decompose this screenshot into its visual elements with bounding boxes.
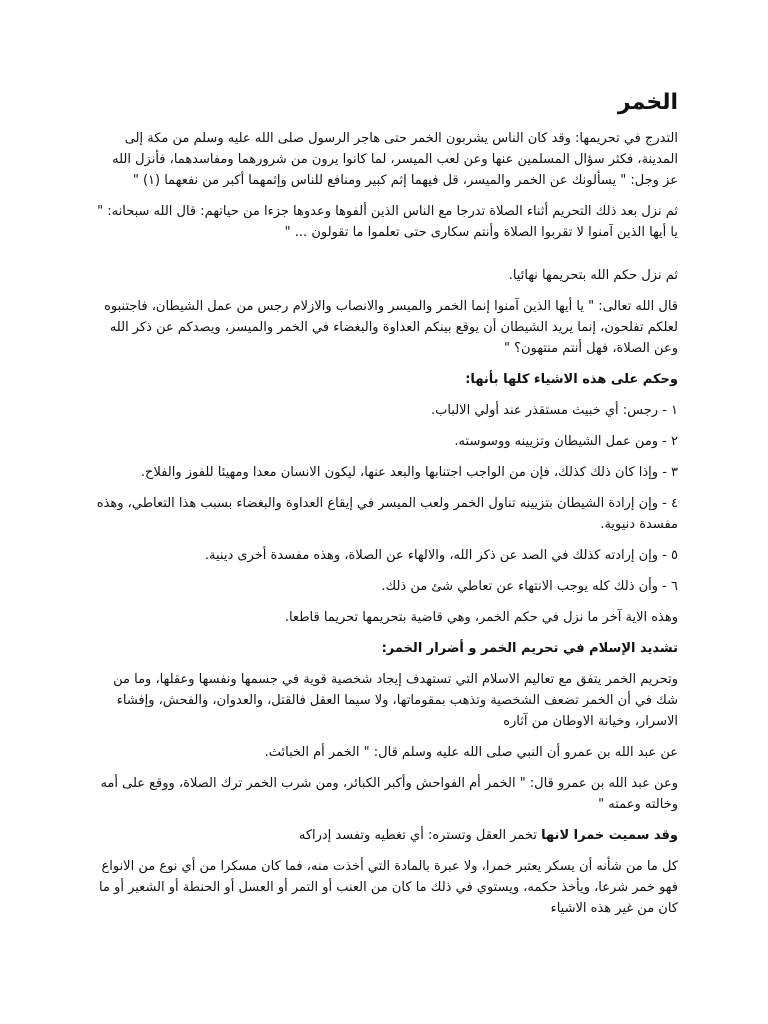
document-page	[96, 88, 678, 929]
list-item-5: ٥ - وإن إرادته كذلك في الصد عن ذكر الله، والالهاء عن الصلاة، وهذه مفسدة أخرى دينية.	[204, 548, 678, 563]
list-item-3: ٣ - وإذا كان ذلك كذلك، فإن من الواجب اجتنابها والبعد عنها، ليكون الانسان معدا ومهيئا للفوز والفلاح.	[140, 465, 678, 480]
name-origin-bold: وقد سميت خمرا لانها	[541, 828, 678, 843]
paragraph-hadith-2: وعن عبد الله بن عمرو قال: " الخمر أم الفواحش وأكبر الكبائر، ومن شرب الخمر ترك الصلاة، ووقع على أمه وخالته وعمته "	[100, 776, 678, 812]
list-item-2: ٢ - ومن عمل الشيطان وتزيينه ووسوسته.	[454, 434, 678, 449]
list-item-1: ١ - رجس: أي خبيث مستقذر عند أولي الالباب.	[430, 403, 678, 418]
list-item-6: ٦ - وأن ذلك كله يوجب الانتهاء عن تعاطي شئ من ذلك.	[381, 579, 678, 594]
paragraph-quran-verse: قال الله تعالى: " يا أيها الذين آمنوا إنما الخمر والميسر والانصاب والازلام رجس من عمل الشيطان، فاجتنبوه لعلكم تفلحون، إنما يريد الشيطان أن يوقع بينكم العداوة والبغضاء في الخمر والميسر، ويصدكم عن ذكر الله وعن الصلاة، فهل أنتم منتهون؟ "	[104, 299, 678, 356]
paragraph-name-origin	[96, 825, 678, 846]
paragraph-last-verse: وهذه الاية آخر ما نزل في حكم الخمر، وهي قاضية بتحريمها تحريما قاطعا.	[284, 610, 678, 625]
paragraph-gradual-prohibition: التدرج في تحريمها: وقد كان الناس يشربون الخمر حتى هاجر الرسول صلى الله عليه وسلم من مكة إلى المدينة، فكثر سؤال المسلمين عنها وعن لعب الميسر، لما كانوا يرون من شرورهما ومفاسدهما، فأنزل الله عز وجل: " يسألونك عن الخمر والميسر، قل فيهما إثم كبير ومنافع للناس وإثمهما أكبر من نفعهما (١) "	[112, 131, 678, 188]
paragraph-hadith-1: عن عبد الله بن عمرو أن النبي صلى الله عليه وسلم قال: " الخمر أم الخبائث.	[264, 745, 678, 760]
paragraph-islamic-teachings: وتحريم الخمر يتفق مع تعاليم الاسلام التي تستهدف إيجاد شخصية قوية في جسمها ونفسها وعقلها، وما من شك في أن الخمر تضعف الشخصية وتذهب بمقوماتها، ولا سيما العقل فالقتل، والعدوان، والفحش، وإفشاء الاسرار، وخيانة الاوطان من آثاره	[113, 672, 678, 729]
name-origin-rest: تخمر العقل وتستره: أي تغطيه وتفسد إدراكه	[298, 828, 542, 843]
page-title: الخمر	[617, 90, 678, 115]
paragraph-prayer-prohibition: ثم نزل بعد ذلك التحريم أثناء الصلاة تدرجا مع الناس الذين ألفوها وعدوها جزءا من حياتهم: قال الله سبحانه: " يا أيها الذين آمنوا لا تقربوا الصلاة وأنتم سكارى حتى تعلموا ما تقولون ... "	[97, 204, 678, 240]
paragraph-final-ruling: ثم نزل حكم الله بتحريمها نهائيا.	[508, 268, 678, 283]
section-heading-harms: تشديد الإسلام في تحريم الخمر و أضرار الخمر:	[381, 641, 678, 656]
list-item-4: ٤ - وإن إرادة الشيطان بتزيينه تناول الخمر ولعب الميسر في إيقاع العداوة والبغضاء بسبب هذا التعاطي، وهذه مفسدة دنيوية.	[96, 496, 678, 532]
paragraph-intoxicant-definition: كل ما من شأنه أن يسكر يعتبر خمرا، ولا عبرة بالمادة التي أخذت منه، فما كان مسكرا من أي نوع من الانواع فهو خمر شرعا، ويأخذ حكمه، ويستوي في ذلك ما كان من العنب أو التمر أو العسل أو الحنطة أو الشعير أو ما كان من غير هذه الاشياء	[99, 859, 678, 916]
section-heading-ruling: وحكم على هذه الاشياء كلها بأنها:	[465, 372, 678, 387]
